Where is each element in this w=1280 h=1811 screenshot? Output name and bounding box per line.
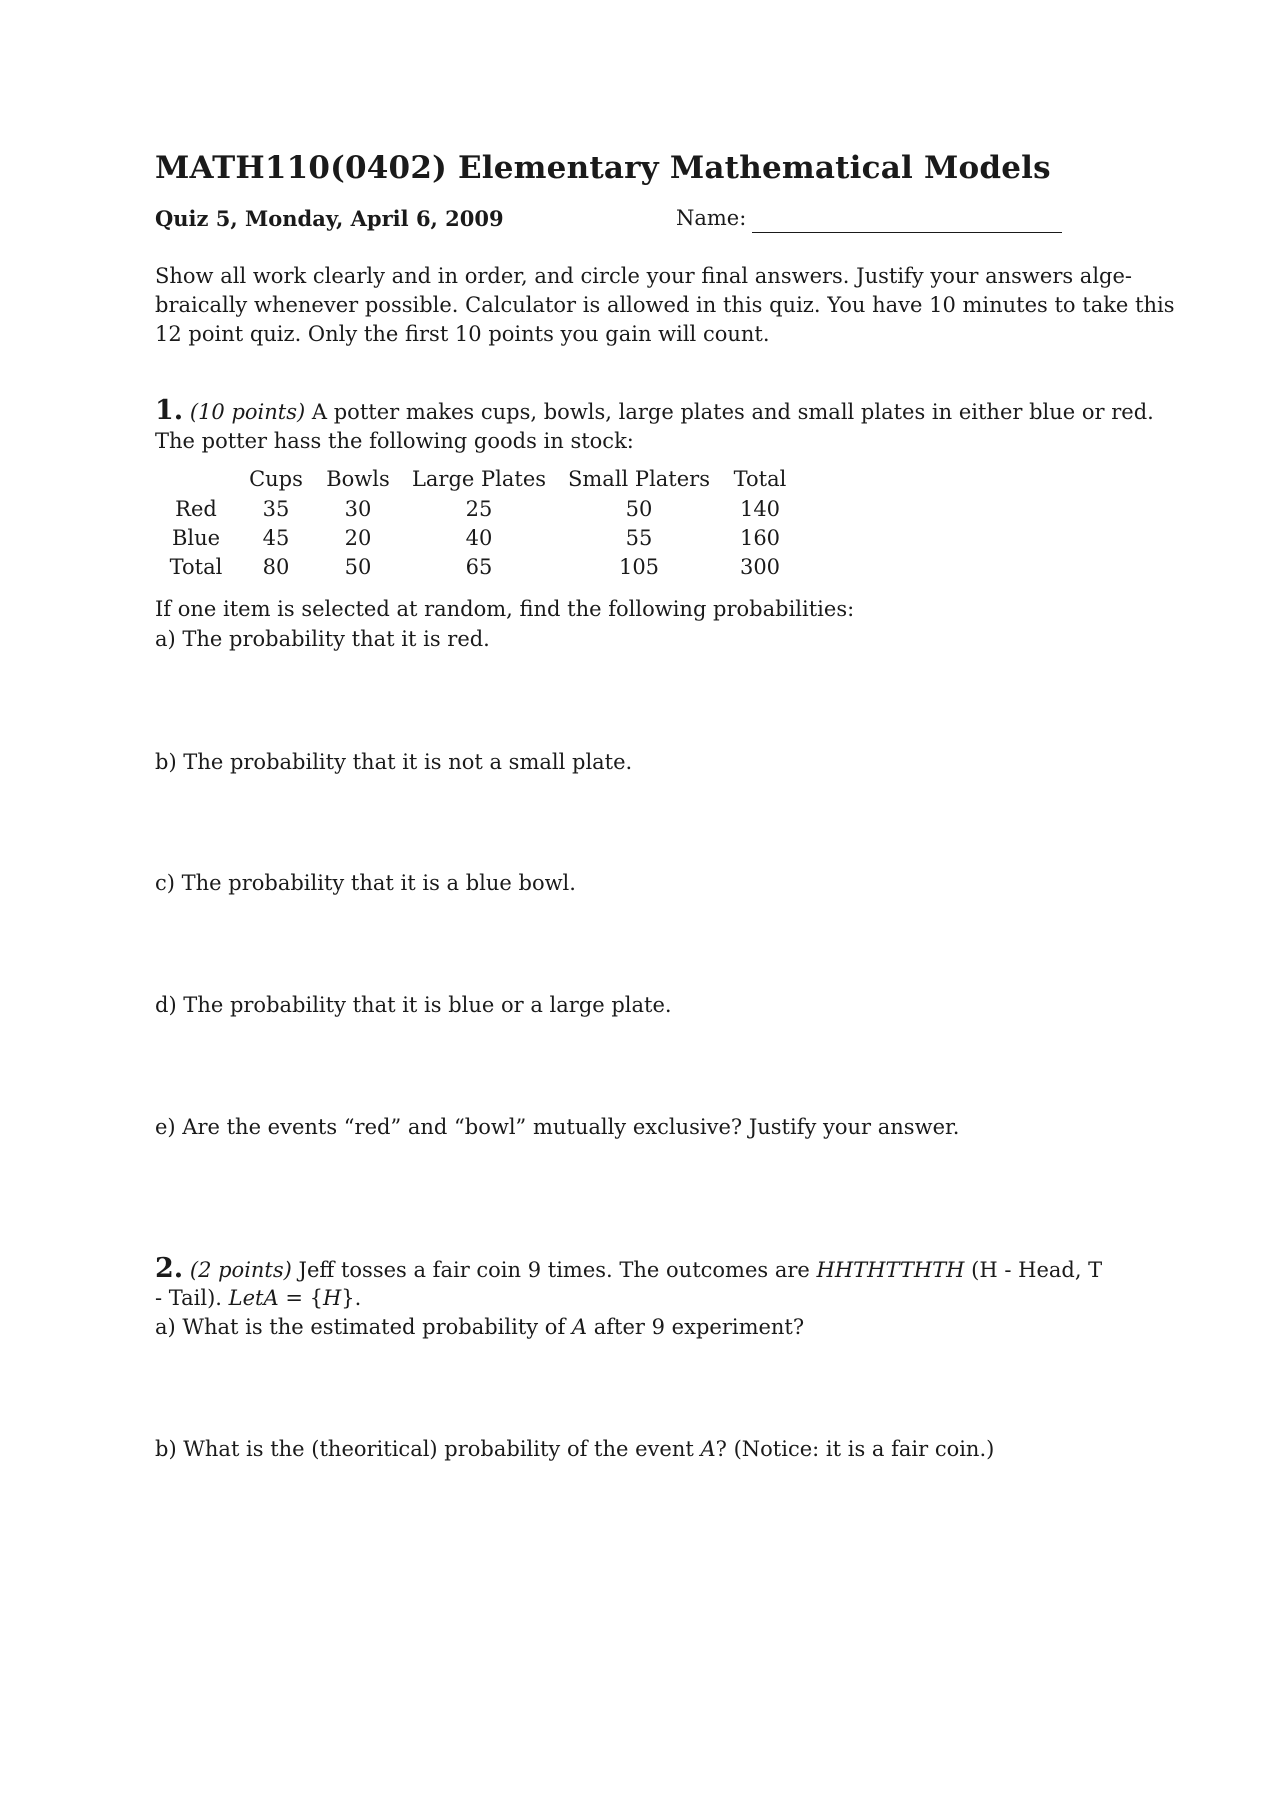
instructions-line-2: braically whenever possible. Calculator is allowed in this quiz. You have 10 minutes to take this	[155, 293, 1175, 317]
table-header-small-platers: Small Platers	[568, 467, 710, 491]
q1-part-c: c) The probability that it is a blue bowl.	[155, 871, 576, 895]
table-cell: 45	[262, 526, 290, 550]
q2-a-pre: a) What is the estimated probability of	[155, 1315, 566, 1339]
instructions-line-1: Show all work clearly and in order, and circle your final answers. Justify your answers alge-	[155, 264, 1133, 288]
table-cell: 30	[344, 497, 372, 521]
q1-text-line-2: The potter hass the following goods in stock:	[155, 429, 634, 453]
instructions-line-3: 12 point quiz. Only the first 10 points you gain will count.	[155, 322, 770, 346]
q2-points: (2 points)	[189, 1258, 292, 1282]
table-cell: 50	[625, 497, 653, 521]
table-header-bowls: Bowls	[326, 467, 390, 491]
q2-b-pre: b) What is the (theoritical) probability of the event	[155, 1437, 694, 1461]
table-header-cups: Cups	[249, 467, 303, 491]
q2-text: Jeff tosses a fair coin 9 times. The outcomes are	[298, 1258, 810, 1282]
table-cell: 25	[465, 497, 493, 521]
q2-outcomes: HHTHTTHTH	[816, 1258, 965, 1282]
q2-number: 2.	[155, 1253, 184, 1284]
q2-b-var: A	[700, 1437, 716, 1461]
table-cell: 105	[618, 555, 660, 579]
q1-text-line-1: A potter makes cups, bowls, large plates and small plates in either blue or red.	[311, 400, 1154, 424]
table-header-total: Total	[733, 467, 787, 491]
q2-heading-line	[155, 1254, 1102, 1285]
q1-number: 1.	[155, 395, 184, 426]
page-title: MATH110(0402) Elementary Mathematical Models	[155, 150, 1051, 186]
table-cell: 140	[739, 497, 781, 521]
q2-line2-pre: - Tail).	[155, 1286, 222, 1310]
q2-a-var: A	[571, 1315, 588, 1339]
table-cell: 35	[262, 497, 290, 521]
q1-part-e: e) Are the events “red” and “bowl” mutually exclusive? Justify your answer.	[155, 1115, 960, 1139]
table-cell: 65	[465, 555, 493, 579]
q2-b-post: ? (Notice: it is a fair coin.)	[715, 1437, 995, 1461]
name-field-line	[752, 232, 1062, 233]
table-cell: 300	[739, 555, 781, 579]
q2-text-post: (H - Head, T	[971, 1258, 1103, 1282]
table-cell: 55	[625, 526, 653, 550]
table-cell: 160	[739, 526, 781, 550]
table-cell: 50	[344, 555, 372, 579]
q2-set-end: }.	[341, 1286, 362, 1310]
q2-a-post: after 9 experiment?	[593, 1315, 805, 1339]
q1-part-b: b) The probability that it is not a small plate.	[155, 750, 633, 774]
table-cell: 40	[465, 526, 493, 550]
q2-let-a: LetA	[228, 1286, 279, 1310]
table-cell: 80	[262, 555, 290, 579]
table-header-large-plates: Large Plates	[411, 467, 547, 491]
table-row-label-blue: Blue	[171, 526, 221, 550]
q2-set-h: H	[322, 1286, 342, 1310]
table-row-label-total: Total	[169, 555, 223, 579]
q1-part-d: d) The probability that it is blue or a large plate.	[155, 993, 672, 1017]
table-row-label-red: Red	[175, 497, 217, 521]
instructions	[155, 262, 1175, 349]
table-cell: 20	[344, 526, 372, 550]
name-label: Name:	[676, 206, 747, 230]
q2-line-2	[155, 1284, 361, 1313]
q1-heading-line	[155, 396, 1154, 427]
q1-part-a: a) The probability that it is red.	[155, 627, 490, 651]
q2-part-b	[155, 1435, 994, 1464]
quiz-subtitle: Quiz 5, Monday, April 6, 2009	[155, 206, 504, 231]
q2-eq: = {	[285, 1286, 323, 1310]
q2-part-a	[155, 1313, 804, 1342]
q1-points: (10 points)	[189, 400, 306, 424]
q1-prompt: If one item is selected at random, find the following probabilities:	[155, 597, 855, 621]
